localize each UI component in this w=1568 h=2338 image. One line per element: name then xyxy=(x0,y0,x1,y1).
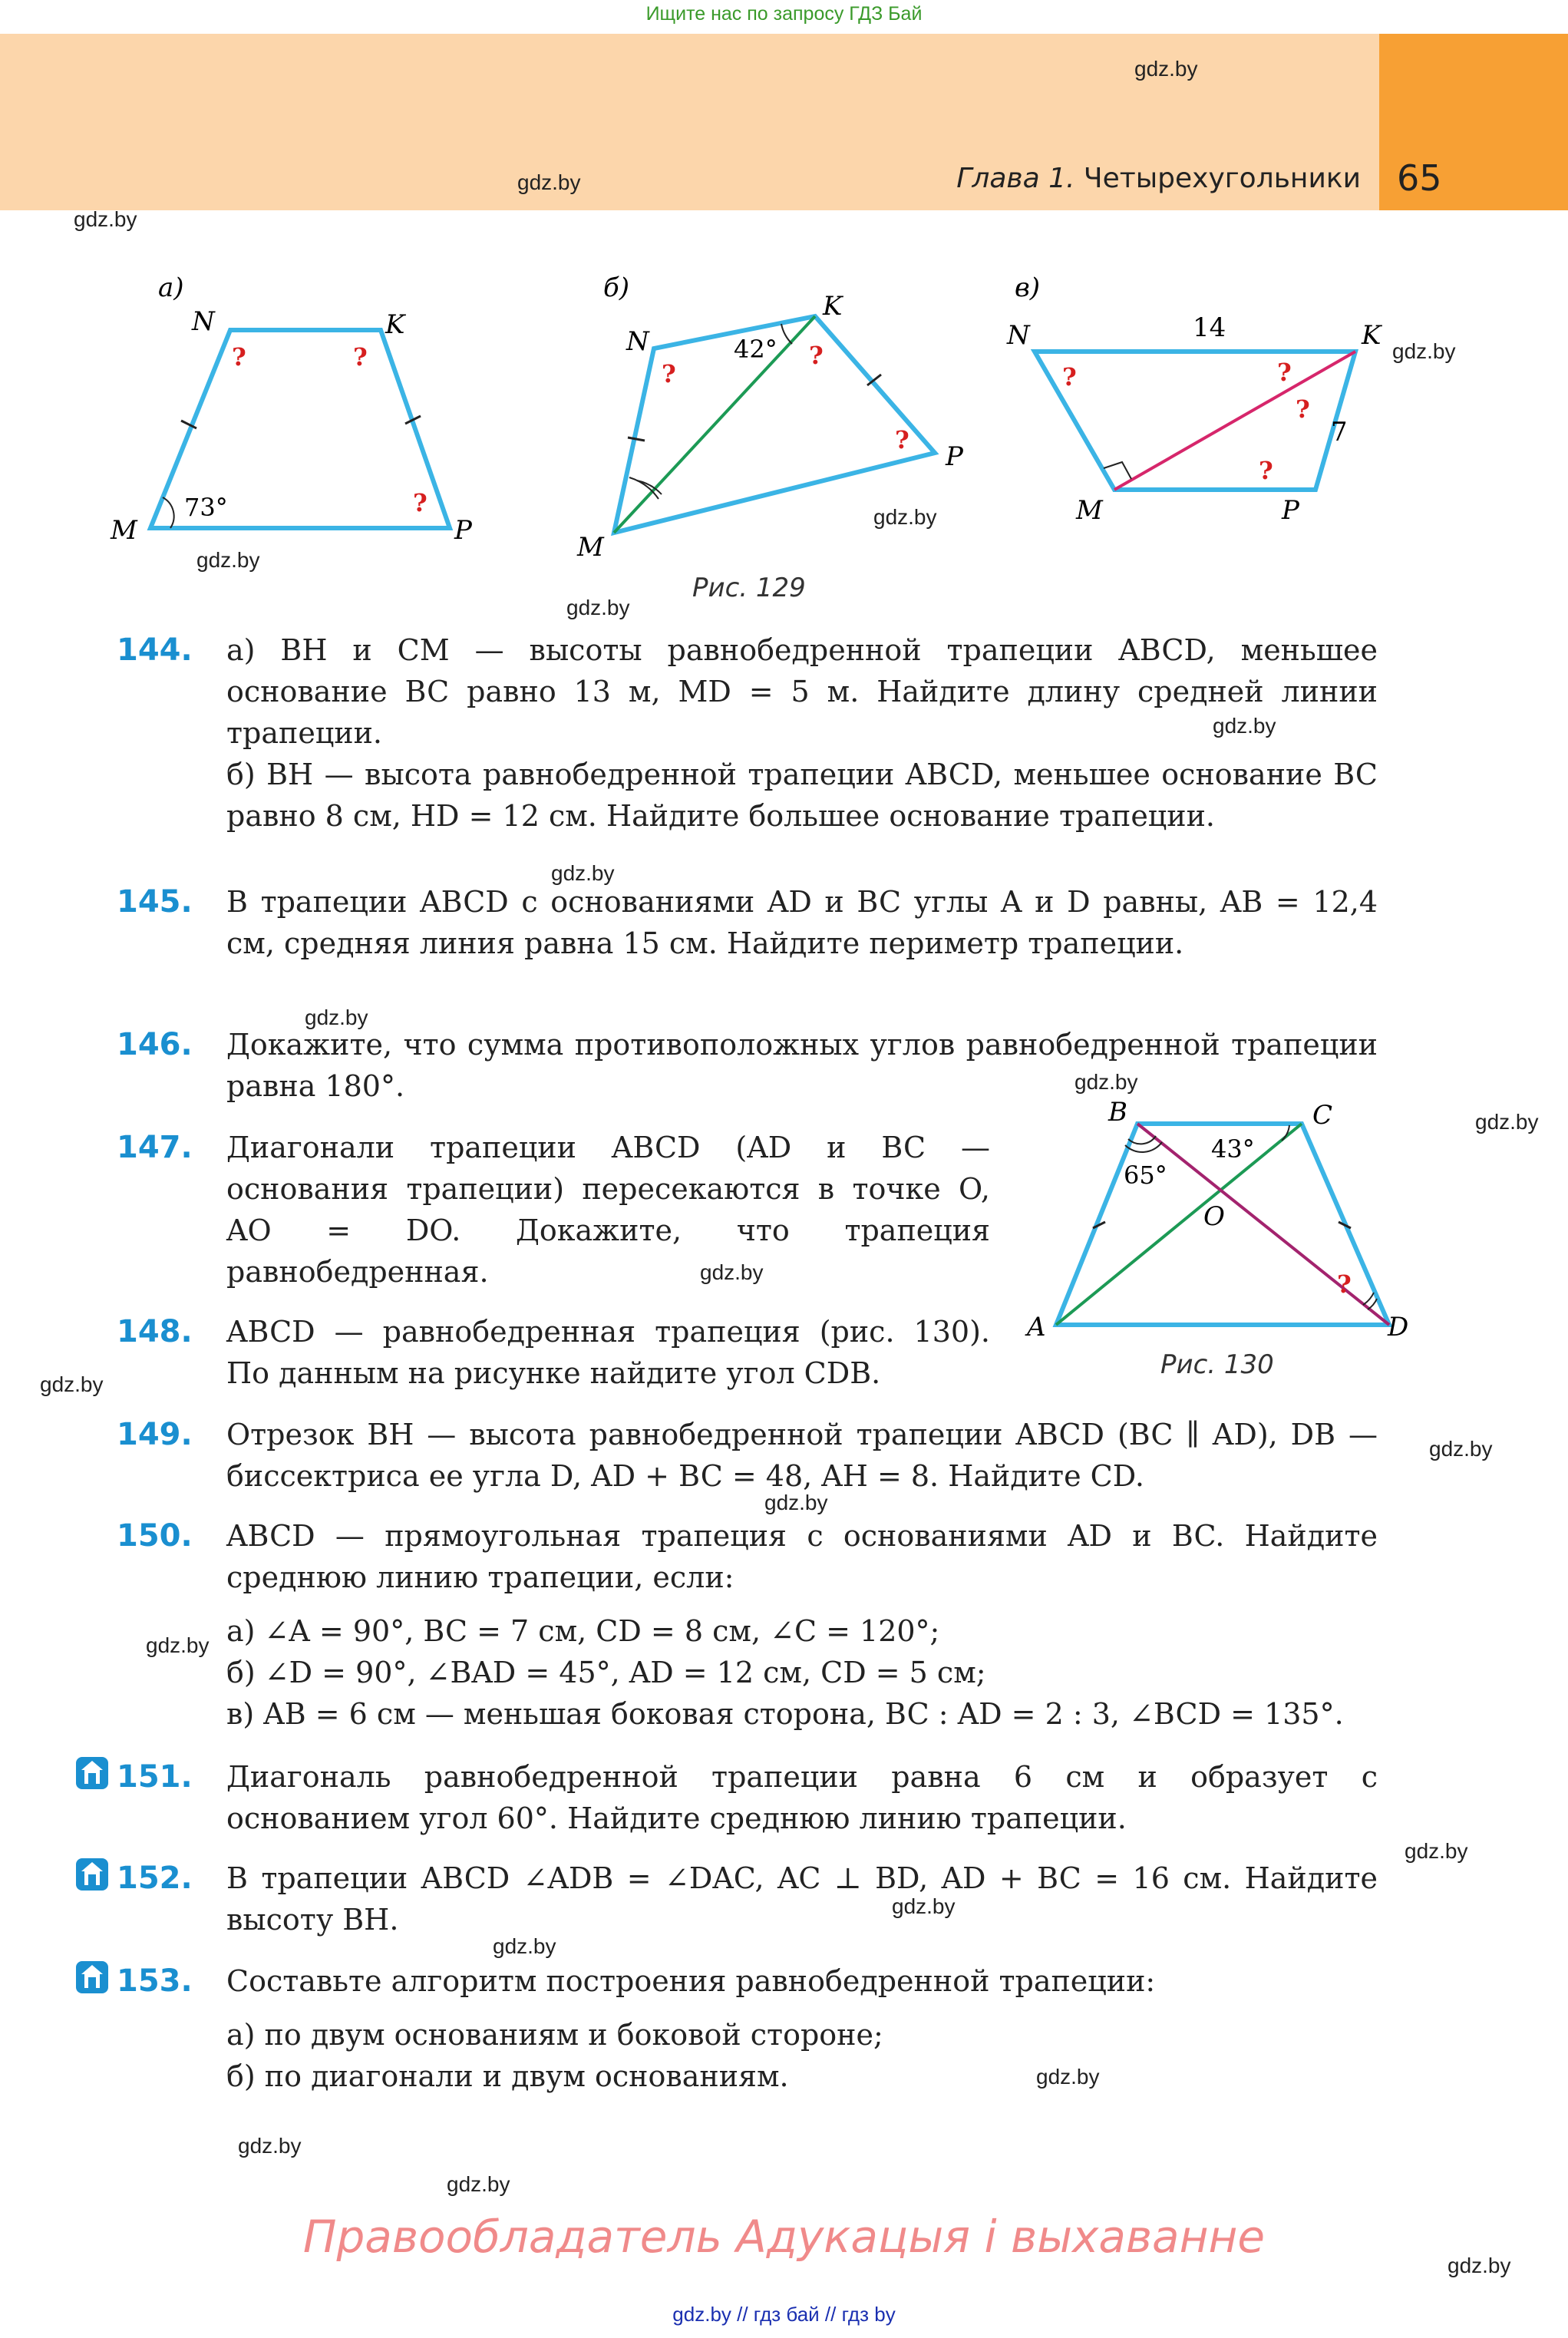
fig129b-P: P xyxy=(946,441,963,472)
fig129v-question: ? xyxy=(1259,456,1273,485)
chapter-name: Четырехугольники xyxy=(1074,163,1361,194)
fig129v-P: P xyxy=(1282,495,1299,526)
task-text: а) BH и CM — высоты равнобедренной трапеции ABCD, меньшее основание BC равно 13 м, MD = 5 м. Найдите длину средней линии трапеции. xyxy=(226,633,1378,750)
fig129v-K: K xyxy=(1362,320,1381,351)
watermark: gdz.by xyxy=(1392,339,1456,363)
task-text: В трапеции ABCD с основаниями AD и BC углы A и D равны, AB = 12,4 см, средняя линия равна 15 см. Найдите периметр трапеции. xyxy=(226,885,1378,960)
task-text: Докажите, что сумма противоположных углов равнобедренной трапеции равна 180°. xyxy=(226,1028,1378,1103)
task-number: 146. xyxy=(117,1027,193,1062)
task-text: Диагонали трапеции ABCD (AD и BC — основания трапеции) пересекаются в точке O, AO = DO. Докажите, что трапеция равнобедренная. xyxy=(226,1131,990,1289)
home-task-icon xyxy=(75,1756,109,1790)
fig129v-M: M xyxy=(1076,495,1103,526)
fig129v-top-length: 14 xyxy=(1193,312,1226,343)
fig129b-question: ? xyxy=(895,425,909,454)
task-text: Составьте алгоритм построения равнобедренной трапеции: xyxy=(226,1964,1156,1998)
watermark: gdz.by xyxy=(873,505,937,529)
page-number: 65 xyxy=(1397,157,1442,199)
home-task-icon xyxy=(75,1960,109,1994)
fig129v-N: N xyxy=(1007,320,1030,351)
task-number: 150. xyxy=(117,1518,193,1554)
watermark: gdz.by xyxy=(40,1372,104,1396)
fig130-angle-b: 65° xyxy=(1124,1161,1167,1190)
figure-129 xyxy=(0,253,1568,606)
figure-130 xyxy=(1021,1098,1435,1389)
fig129b-label: б) xyxy=(603,272,630,303)
task-text: а) по двум основаниям и боковой стороне; xyxy=(226,2018,883,2052)
task-text: в) AB = 6 см — меньшая боковая сторона, BC : AD = 2 : 3, ∠BCD = 135°. xyxy=(226,1697,1344,1731)
fig129b-angle: 42° xyxy=(734,335,777,364)
fig130-D: D xyxy=(1388,1312,1409,1342)
fig129b-question: ? xyxy=(809,341,824,370)
watermark: gdz.by xyxy=(517,170,581,194)
task-number: 144. xyxy=(117,632,193,668)
fig129a-question: ? xyxy=(353,342,368,372)
watermark: gdz.by xyxy=(1475,1110,1539,1134)
watermark: gdz.by xyxy=(447,2172,510,2196)
task-text: ABCD — равнобедренная трапеция (рис. 130). По данным на рисунке найдите угол CDB. xyxy=(226,1315,990,1390)
watermark: gdz.by xyxy=(1429,1437,1493,1461)
fig129a-M: M xyxy=(111,515,137,546)
task-text: Отрезок BH — высота равнобедренной трапеции ABCD (BC ∥ AD), DB — биссектриса ее угла D, AD + BC = 48, AH = 8. Найдите CD. xyxy=(226,1418,1378,1493)
fig129v-question: ? xyxy=(1062,362,1077,391)
task-text: Диагональ равнобедренной трапеции равна 6 см и образует с основанием угол 60°. Найдите среднюю линию трапеции. xyxy=(226,1760,1378,1835)
fig129a-K: K xyxy=(385,309,405,340)
watermark: gdz.by xyxy=(1036,2065,1100,2089)
chapter-title xyxy=(956,163,1361,194)
task-number: 149. xyxy=(117,1417,193,1452)
task-text: а) ∠A = 90°, BC = 7 см, CD = 8 см, ∠C = 120°; xyxy=(226,1614,940,1648)
task-number: 147. xyxy=(117,1130,193,1165)
task-number: 152. xyxy=(117,1861,193,1896)
fig130-O: O xyxy=(1203,1201,1225,1232)
fig129b-question: ? xyxy=(662,359,676,388)
task-text: б) по диагонали и двум основаниям. xyxy=(226,2059,789,2093)
fig129a-label: а) xyxy=(158,272,184,303)
watermark: gdz.by xyxy=(493,1934,556,1958)
fig129a-question: ? xyxy=(232,342,246,372)
task-number: 145. xyxy=(117,884,193,920)
fig129v-question: ? xyxy=(1277,358,1292,387)
fig129v-question: ? xyxy=(1296,395,1310,424)
fig129v-side-length: 7 xyxy=(1331,417,1348,447)
home-task-icon xyxy=(75,1858,109,1891)
fig129a-question: ? xyxy=(413,488,427,517)
fig129b-K: K xyxy=(823,291,843,322)
watermark: gdz.by xyxy=(700,1260,764,1284)
watermark: gdz.by xyxy=(238,2134,302,2158)
fig130-C: C xyxy=(1312,1100,1333,1131)
fig129b-M: M xyxy=(577,532,604,563)
chapter-label: Глава 1. xyxy=(956,163,1075,194)
fig130-angle-c: 43° xyxy=(1211,1134,1255,1164)
task-text: б) BH — высота равнобедренной трапеции ABCD, меньшее основание BC равно 8 см, HD = 12 см. Найдите большее основание трапеции. xyxy=(226,758,1378,833)
task-text: ABCD — прямоугольная трапеция с основаниями AD и BC. Найдите среднюю линию трапеции, если: xyxy=(226,1519,1378,1594)
fig130-B: B xyxy=(1108,1098,1127,1128)
footer-links[interactable]: gdz.by // гдз бай // гдз by xyxy=(672,2303,896,2326)
fig129a-angle: 73° xyxy=(184,493,228,522)
watermark: gdz.by xyxy=(1405,1839,1468,1863)
watermark: gdz.by xyxy=(146,1633,210,1657)
watermark: gdz.by xyxy=(566,596,630,619)
task-number: 151. xyxy=(117,1759,193,1795)
watermark: gdz.by xyxy=(74,207,137,231)
task-text: В трапеции ABCD ∠ADB = ∠DAC, AC ⊥ BD, AD + BC = 16 см. Найдите высоту BH. xyxy=(226,1861,1378,1937)
watermark: gdz.by xyxy=(1074,1070,1138,1094)
top-search-banner: Ищите нас по запросу ГДЗ Бай xyxy=(645,3,923,25)
watermark: gdz.by xyxy=(551,861,615,885)
watermark: gdz.by xyxy=(1213,714,1276,738)
watermark: gdz.by xyxy=(892,1894,956,1918)
fig129a-N: N xyxy=(192,306,215,337)
fig129b-N: N xyxy=(626,326,649,357)
watermark: gdz.by xyxy=(196,548,260,572)
watermark: gdz.by xyxy=(764,1491,828,1514)
watermark: gdz.by xyxy=(1134,57,1198,81)
task-number: 153. xyxy=(117,1963,193,1999)
fig129v-label: в) xyxy=(1015,272,1041,303)
fig129a-P: P xyxy=(454,515,472,546)
watermark: gdz.by xyxy=(305,1006,368,1029)
watermark: gdz.by xyxy=(1448,2254,1511,2277)
fig130-question: ? xyxy=(1337,1270,1352,1299)
task-number: 148. xyxy=(117,1314,193,1349)
fig130-A: A xyxy=(1027,1312,1046,1342)
figure-130-caption: Рис. 130 xyxy=(1160,1349,1274,1380)
copyright-owner-note: Правообладатель Адукацыя і выхаванне xyxy=(302,2211,1266,2263)
figure-129-caption: Рис. 129 xyxy=(692,573,806,603)
task-text: б) ∠D = 90°, ∠BAD = 45°, AD = 12 см, CD = 5 см; xyxy=(226,1656,986,1689)
